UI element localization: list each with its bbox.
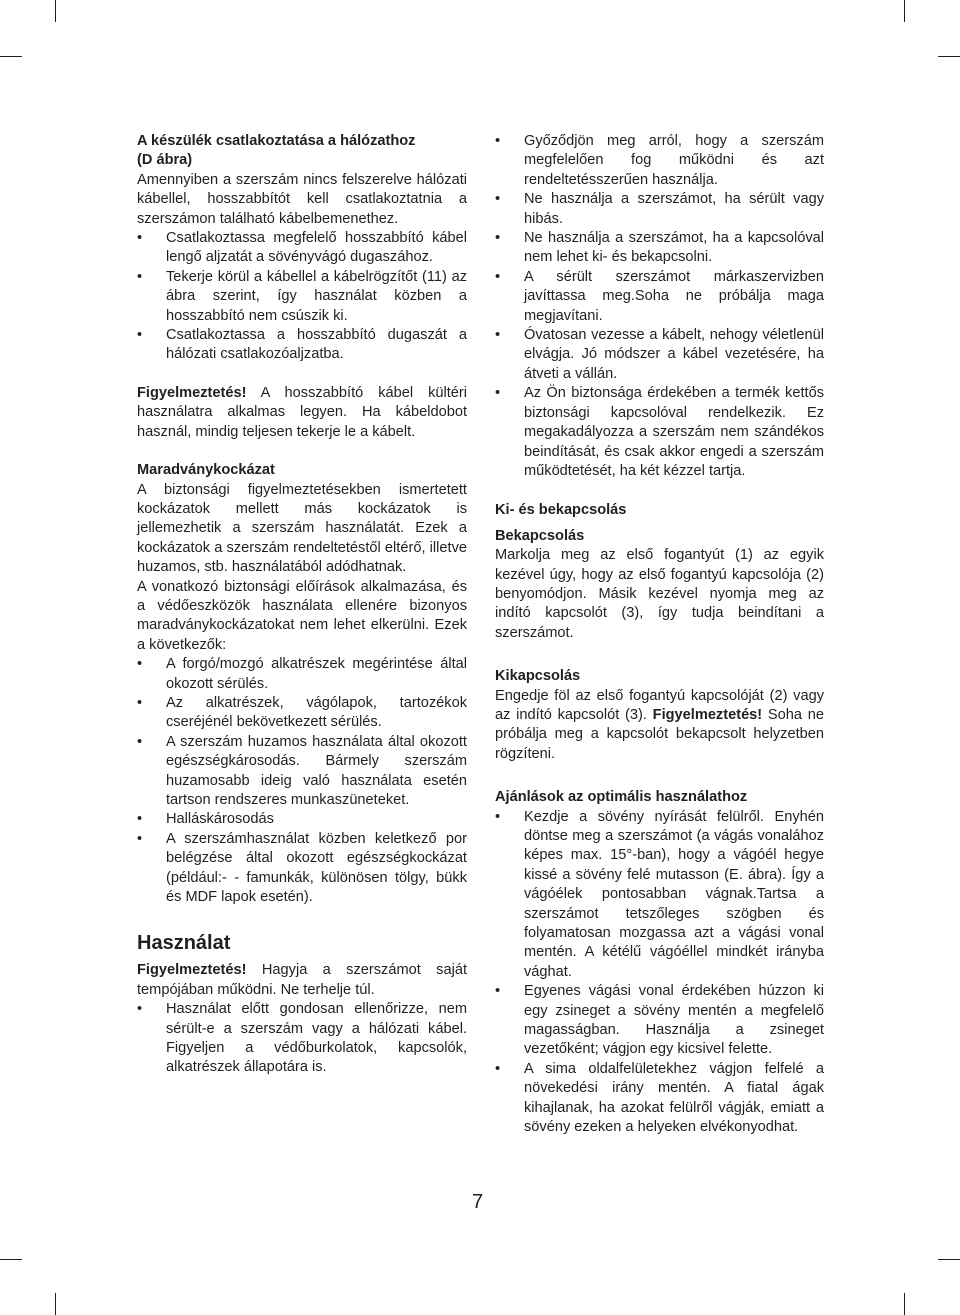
list-item: • Csatlakoztassa megfelelő hosszabbító kábel lengő aljzatát a sövényvágó dugaszához. — [137, 230, 467, 266]
bullet-icon: • — [495, 191, 501, 208]
residual-risk-paragraph-1: A biztonsági figyelmeztetésekben ismertetett kockázatok mellett más kockázatok is jellemezhetik a szerszám használatát. Ezek a kockázatok a szerszám rendeltetéstől eltérő, illetve huzamos, stb. használatából adódhatnak. — [137, 481, 467, 576]
safety-list — [495, 132, 824, 481]
connection-steps-list — [137, 229, 467, 365]
list-item: • Óvatosan vezesse a kábelt, nehogy véletlenül elvágja. Jó módszer a kábel vezetésére, ha átveti a vállán. — [495, 327, 824, 382]
usage-warning: Figyelmeztetés! Hagyja a szerszámot saját tempójában működni. Ne terhelje túl. — [137, 962, 467, 998]
section-title-usage: Használat — [137, 932, 231, 955]
list-item: • Használat előtt gondosan ellenőrizze, nem sérült-e a szerszám vagy a hálózati kábel. Figyeljen a védőburkolatok, kapcsolók, alkatrészek állapotára is. — [137, 1001, 467, 1076]
bullet-icon: • — [137, 694, 143, 711]
list-item: • Győződjön meg arról, hogy a szerszám megfelelően fog működni és azt rendeltetésszerűen használja. — [495, 133, 824, 188]
list-item: • Az alkatrészek, vágólapok, tartozékok cseréjénél bekövetkezett sérülés. — [137, 694, 467, 731]
switch-on-paragraph: Markolja meg az első fogantyút (1) az egyik kezével úgy, hogy az első fogantyú kapcsolója (2) benyomódjon. Másik kezével nyomja meg az indító kapcsolót (3), így tudja beindítani a szerszámot. — [495, 547, 824, 641]
bullet-icon: • — [495, 808, 501, 825]
bullet-icon: • — [495, 133, 501, 149]
list-item: • Kezdje a sövény nyírását felülről. Enyhén döntse meg a szerszámot (a vágás vonalához képes max. 15°-ban), hogy a vágóél hegye kissé a sövény felé mutasson (E. ábra). Így a vágóélek pontosabban vágnak.Tartsa a szerszámot tetszőleges szögben és folyamatosan mozgassa azt a vágási vonal mentén. A kétélű vágóéllel mindkét irányba vághat. — [495, 808, 824, 980]
list-item: • A sérült szerszámot márkaszervizben javíttassa meg.Soha ne próbálja maga megjavítani. — [495, 268, 824, 324]
bullet-icon: • — [137, 230, 143, 247]
bullet-icon: • — [495, 327, 501, 344]
section-title-recommendations: Ajánlások az optimális használathoz — [495, 789, 748, 806]
crop-mark-bottom-left — [55, 1293, 56, 1315]
list-item: • A szerszámhasználat közben keletkező por belégzése által okozott egészségkockázat (például:- - famunkák, különösen tölgy, bükk és MDF lapok esetén). — [137, 830, 467, 906]
page-number: 7 — [472, 1191, 484, 1213]
right-column — [495, 132, 824, 1138]
bullet-icon: • — [137, 656, 143, 673]
crop-mark-right-top — [938, 56, 960, 57]
section-subtitle-switch-off: Kikapcsolás — [495, 668, 581, 685]
crop-mark-left-bottom — [0, 1259, 22, 1260]
bullet-icon: • — [137, 268, 143, 285]
bullet-icon: • — [495, 268, 501, 285]
list-item: • Az Ön biztonsága érdekében a termék kettős biztonsági kapcsolóval rendelkezik. Ez megakadályozza a szerszám nem szándékos beindítását, és csak akkor engedi a szerszám működtetését, ha két kézzel tartja. — [495, 385, 824, 479]
bullet-icon: • — [137, 811, 143, 828]
switch-off-paragraph: Engedje föl az első fogantyú kapcsolóját (2) vagy az indító kapcsolót (3). Figyelmeztetés! Soha ne próbálja meg a kapcsolót bekapcsolt helyzetben rögzíteni. — [495, 687, 824, 762]
warning-label: Figyelmeztetés! — [137, 962, 247, 979]
list-item: • Halláskárosodás — [137, 810, 467, 829]
warning-label: Figyelmeztetés! — [652, 706, 763, 723]
recommendations-list — [495, 808, 824, 1138]
list-item: • Ne használja a szerszámot, ha a kapcsolóval nem lehet ki- és bekapcsolni. — [495, 230, 824, 266]
list-item: • Ne használja a szerszámot, ha sérült vagy hibás. — [495, 191, 824, 227]
bullet-icon: • — [137, 733, 143, 750]
usage-list — [137, 1000, 467, 1078]
crop-mark-right-bottom — [938, 1259, 960, 1260]
section-title-on-off: Ki- és bekapcsolás — [495, 502, 627, 519]
bullet-icon: • — [137, 327, 143, 344]
crop-mark-bottom-right — [904, 1293, 905, 1315]
bullet-icon: • — [137, 1001, 143, 1018]
list-item: • A sima oldalfelületekhez vágjon felfelé a növekedési irány mentén. A fiatal ágak kihajlanak, ha azokat felülről vágják, emiatt a sövény ezeken a helyeken elvékonyodhat. — [495, 1060, 824, 1136]
residual-risk-paragraph-2: A vonatkozó biztonsági előírások alkalmazása, és a védőeszközök használata ellenére bizonyos maradványkockázatokat nem lehet elkerülni. Ezek a következők: — [137, 578, 467, 653]
list-item: • A forgó/mozgó alkatrészek megérintése által okozott sérülés. — [137, 656, 467, 692]
connection-intro: Amennyiben a szerszám nincs felszerelve hálózati kábellel, hosszabbítót kell csatlakoztatnia a szerszámon található kábelbemenethez. — [137, 171, 467, 227]
crop-mark-top-right — [904, 0, 905, 22]
bullet-icon: • — [137, 830, 143, 847]
crop-mark-top-left — [55, 0, 56, 22]
section-title-residual-risk: Maradványkockázat — [137, 462, 275, 479]
section-title-connection: A készülék csatlakoztatása a hálózathoz — [137, 133, 416, 149]
warning-label: Figyelmeztetés! — [137, 384, 247, 401]
list-item: • A szerszám huzamos használata által okozott egészségkárosodás. Bármely szerszám huzamosabb ideig való használata esetén tartson rendszeres munkaszüneteket. — [137, 733, 467, 808]
section-subtitle-switch-on: Bekapcsolás — [495, 527, 585, 544]
list-item: • Csatlakoztassa a hosszabbító dugaszát a hálózati csatlakozóaljzatba. — [137, 327, 467, 363]
list-item: • Egyenes vágási vonal érdekében húzzon ki egy zsineget a sövény mentén a megfelelő magasságban. Használja a zsineget vezetőként; vágjon egy kicsivel felette. — [495, 983, 824, 1058]
bullet-icon: • — [495, 1060, 501, 1077]
bullet-icon: • — [495, 983, 501, 1000]
crop-mark-left-top — [0, 56, 22, 57]
cable-warning: Figyelmeztetés! A hosszabbító kábel kültéri használatra alkalmas legyen. Ha kábeldobot használ, mindig teljesen tekerje le a kábelt. — [137, 384, 467, 440]
list-item: • Tekerje körül a kábellel a kábelrögzítőt (11) az ábra szerint, így használat közben a hosszabbító nem csúszik ki. — [137, 268, 467, 324]
bullet-icon: • — [495, 230, 501, 247]
section-subtitle-figure-d: (D ábra) — [137, 152, 193, 169]
residual-risk-list — [137, 655, 467, 907]
bullet-icon: • — [495, 385, 501, 402]
left-column — [137, 132, 467, 1078]
